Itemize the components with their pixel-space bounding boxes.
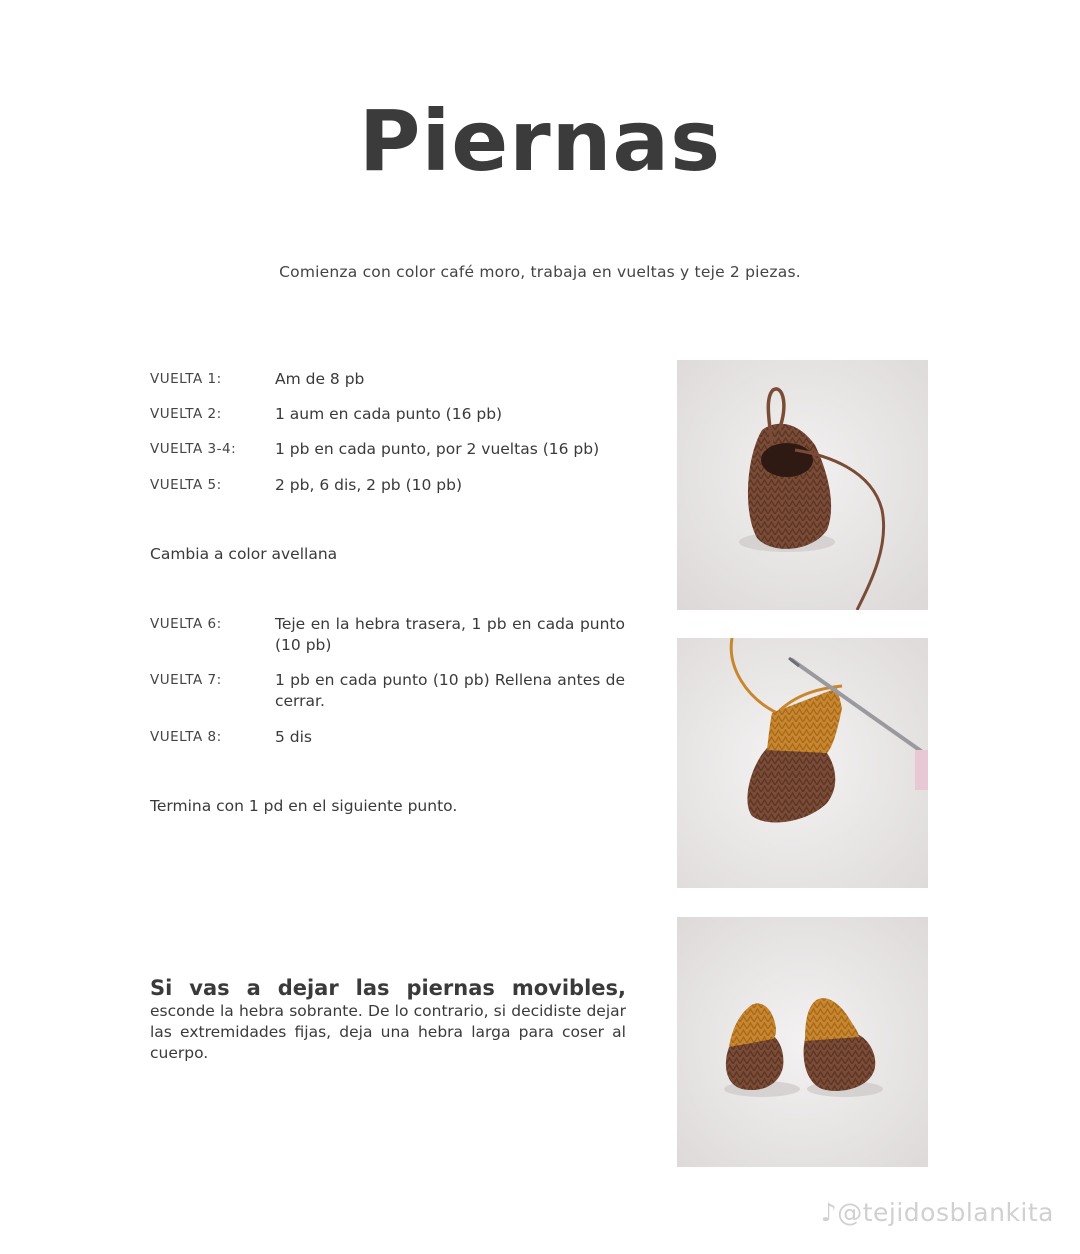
finish-note: Termina con 1 pd en el siguiente punto.: [150, 797, 458, 815]
round-label: VUELTA 2:: [150, 406, 222, 422]
final-paragraph-text: esconde la hebra sobrante. De lo contrario, si decidiste dejar las extremidades fijas, deja una hebra larga para coser al cuerpo.: [150, 1002, 626, 1062]
round-text: Am de 8 pb: [275, 370, 365, 388]
round-text: 1 pb en cada punto, por 2 vueltas (16 pb): [275, 440, 600, 458]
color-change-note: Cambia a color avellana: [150, 545, 338, 563]
watermark: [821, 1198, 1054, 1227]
round-text: 2 pb, 6 dis, 2 pb (10 pb): [275, 476, 462, 494]
round-text: 5 dis: [275, 728, 313, 746]
final-paragraph-bold: Si vas a dejar las piernas movibles,: [150, 976, 626, 1000]
photo-two-legs: [677, 917, 928, 1167]
page-title: Piernas: [358, 92, 722, 190]
photo-leg-base: [677, 360, 928, 610]
round-label: VUELTA 7:: [150, 672, 222, 688]
round-label: VUELTA 8:: [150, 729, 222, 745]
round-label: VUELTA 5:: [150, 477, 222, 493]
round-text: 1 pb en cada punto (10 pb) Rellena antes de cerrar.: [275, 671, 625, 710]
round-label: VUELTA 6:: [150, 616, 222, 632]
round-label: VUELTA 1:: [150, 371, 222, 387]
round-label: VUELTA 3-4:: [150, 441, 237, 457]
tiktok-icon: ♪: [820, 1198, 838, 1227]
page-subtitle: Comienza con color café moro, trabaja en vueltas y teje 2 piezas.: [279, 263, 801, 281]
round-text: 1 aum en cada punto (16 pb): [275, 405, 503, 423]
final-paragraph: [150, 978, 626, 1064]
round-text: Teje en la hebra trasera, 1 pb en cada punto (10 pb): [275, 615, 625, 654]
watermark-text: @tejidosblankita: [837, 1198, 1054, 1227]
photo-leg-hook: [677, 638, 928, 888]
